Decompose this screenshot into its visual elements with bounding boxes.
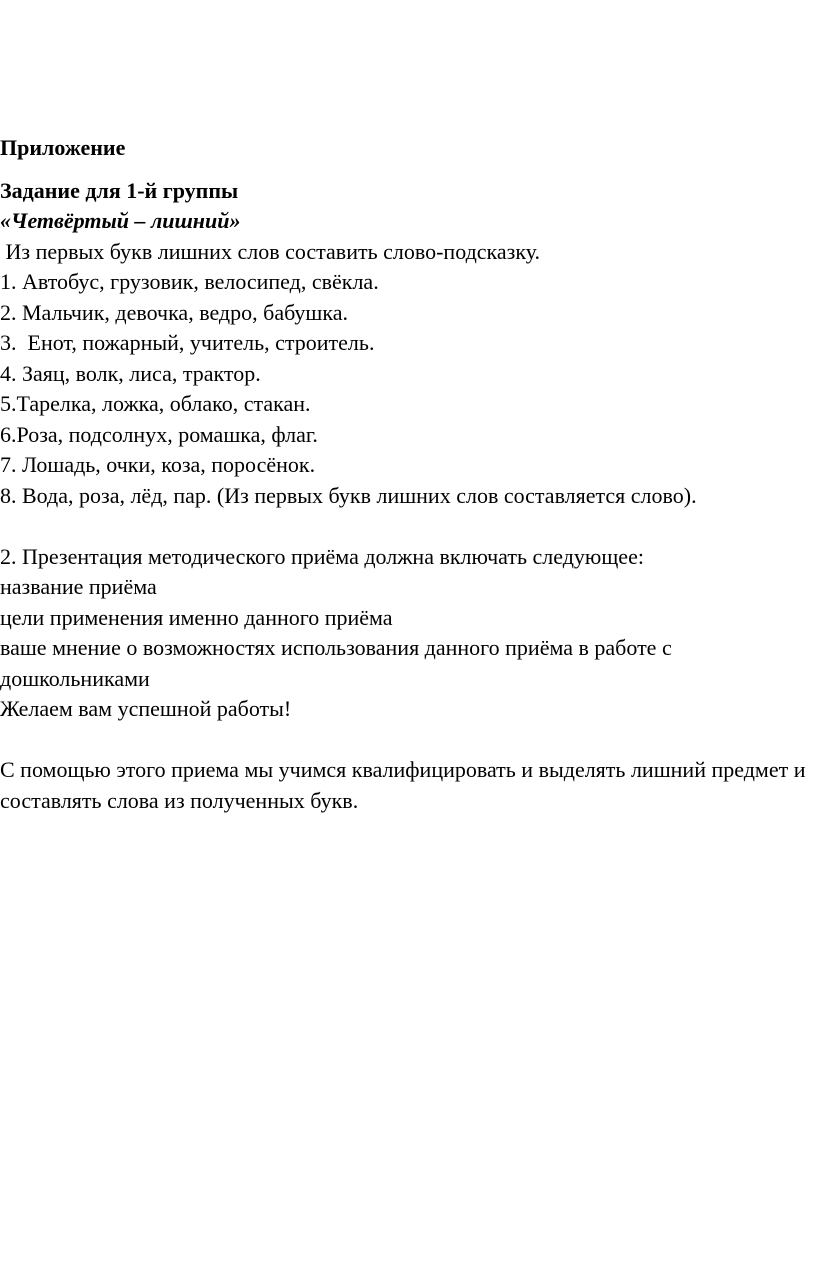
presentation-intro: 2. Презентация методического приёма должна включать следующее: <box>0 543 644 569</box>
presentation-point: цели применения именно данного приёма <box>0 604 393 630</box>
task-item: 7. Лошадь, очки, коза, поросёнок. <box>0 452 316 477</box>
closing-wish: Желаем вам успешной работы! <box>0 696 292 721</box>
spacer <box>0 164 812 176</box>
task-item: 2. Мальчик, девочка, ведро, бабушка. <box>0 299 348 325</box>
task-item: 3. Енот, пожарный, учитель, строитель. <box>0 330 375 355</box>
spacer <box>0 511 812 542</box>
appendix-title: Приложение <box>0 135 126 160</box>
presentation-point: ваше мнение о возможностях использования данного приёма в работе с дошкольниками <box>0 635 678 691</box>
document-page <box>0 133 812 816</box>
task-instruction: Из первых букв лишних слов составить слово-подсказку. <box>0 238 541 264</box>
task-item: 4. Заяц, волк, лиса, трактор. <box>0 360 261 386</box>
task-item: 5.Тарелка, ложка, облако, стакан. <box>0 391 311 416</box>
task-name: «Четвёртый – лишний» <box>0 208 241 233</box>
task-heading: Задание для 1-й группы <box>0 177 239 203</box>
spacer <box>0 725 812 756</box>
presentation-point: название приёма <box>0 574 157 599</box>
task-item: 8. Вода, роза, лёд, пар. (Из первых букв лишних слов составляется слово). <box>0 482 697 508</box>
conclusion-paragraph: С помощью этого приема мы учимся квалифицировать и выделять лишний предмет и составлять слова из полученных букв. <box>0 757 811 813</box>
task-item: 6.Роза, подсолнух, ромашка, флаг. <box>0 421 318 447</box>
task-item: 1. Автобус, грузовик, велосипед, свёкла. <box>0 269 379 294</box>
